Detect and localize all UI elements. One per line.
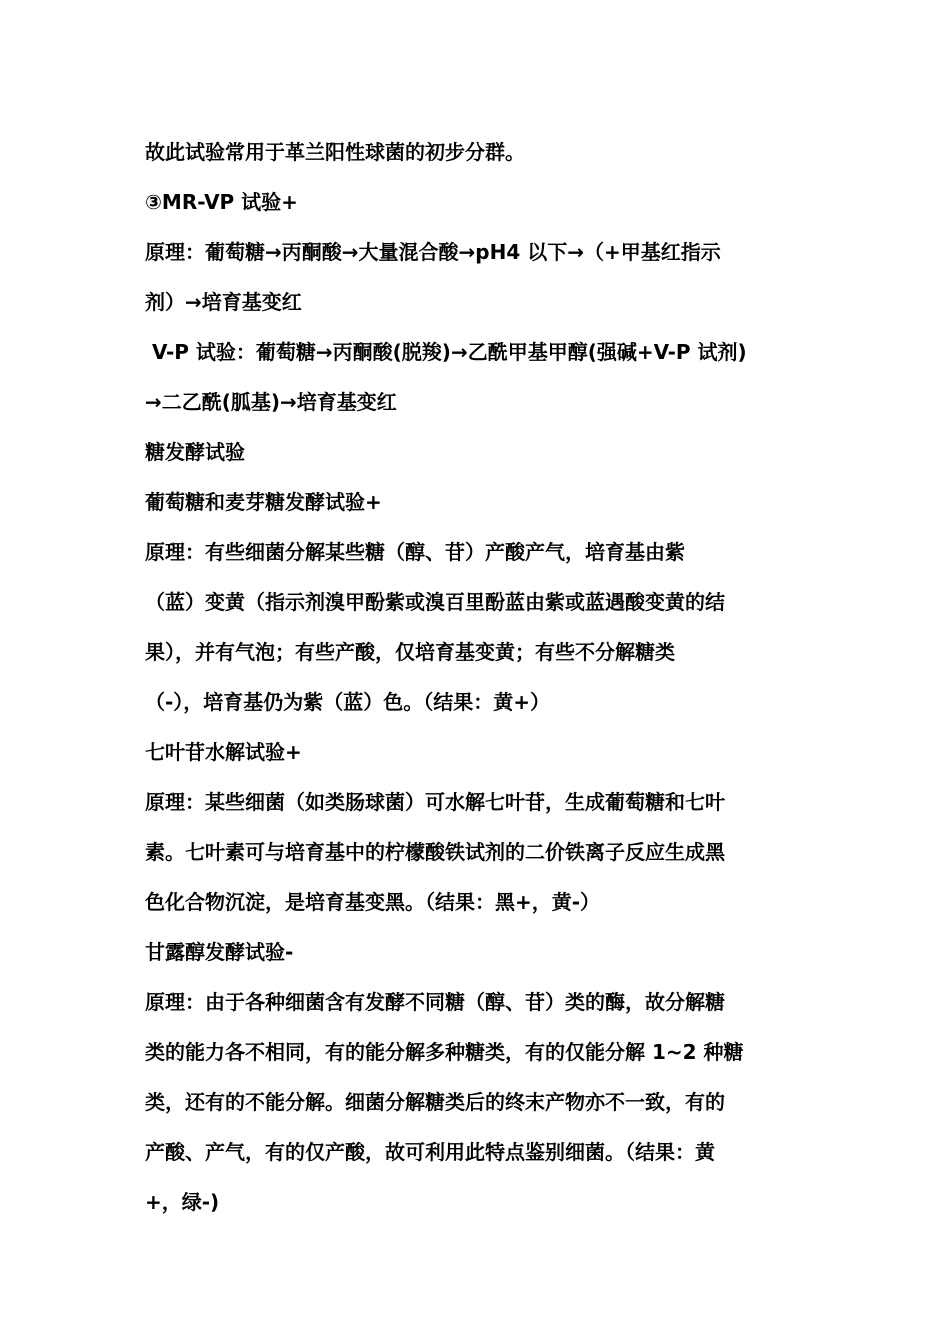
text-line: 类的能力各不相同，有的能分解多种糖类，有的仅能分解 1~2 种糖 <box>145 1040 744 1064</box>
section-heading: 甘露醇发酵试验- <box>145 940 294 964</box>
text-line: 原理：由于各种细菌含有发酵不同糖（醇、苷）类的酶，故分解糖 <box>145 990 725 1014</box>
text-line: 产酸、产气，有的仅产酸，故可利用此特点鉴别细菌。（结果：黄 <box>145 1140 715 1164</box>
section-heading: 葡萄糖和麦芽糖发酵试验+ <box>145 490 382 514</box>
section-heading: ③MR-VP 试验+ <box>145 190 298 214</box>
text-line: 原理：葡萄糖→丙酮酸→大量混合酸→pH4 以下→（+甲基红指示 <box>145 240 721 264</box>
text-line: （-），培育基仍为紫（蓝）色。（结果：黄+） <box>145 690 551 714</box>
text-line: V-P 试验：葡萄糖→丙酮酸(脱羧)→乙酰甲基甲醇(强碱+V-P 试剂) <box>145 340 747 364</box>
text-line: 素。七叶素可与培育基中的柠檬酸铁试剂的二价铁离子反应生成黑 <box>145 840 725 864</box>
text-line: 原理：某些细菌（如类肠球菌）可水解七叶苷，生成葡萄糖和七叶 <box>145 790 725 814</box>
text-line: 原理：有些细菌分解某些糖（醇、苷）产酸产气，培育基由紫 <box>145 540 685 564</box>
document-body <box>145 132 810 1232</box>
section-heading: 七叶苷水解试验+ <box>145 740 302 764</box>
text-line: 剂）→培育基变红 <box>145 290 302 314</box>
text-line: 果），并有气泡；有些产酸，仅培育基变黄；有些不分解糖类 <box>145 640 675 664</box>
section-heading: 糖发酵试验 <box>145 440 245 464</box>
text-line: 类，还有的不能分解。细菌分解糖类后的终末产物亦不一致，有的 <box>145 1090 725 1114</box>
text-line: +，绿-) <box>145 1190 220 1214</box>
text-line: →二乙酰(胍基)→培育基变红 <box>145 390 397 414</box>
text-line: （蓝）变黄（指示剂溴甲酚紫或溴百里酚蓝由紫或蓝遇酸变黄的结 <box>145 590 725 614</box>
text-line: 色化合物沉淀，是培育基变黑。（结果：黑+，黄-） <box>145 890 601 914</box>
text-line: 故此试验常用于革兰阳性球菌的初步分群。 <box>145 140 525 164</box>
